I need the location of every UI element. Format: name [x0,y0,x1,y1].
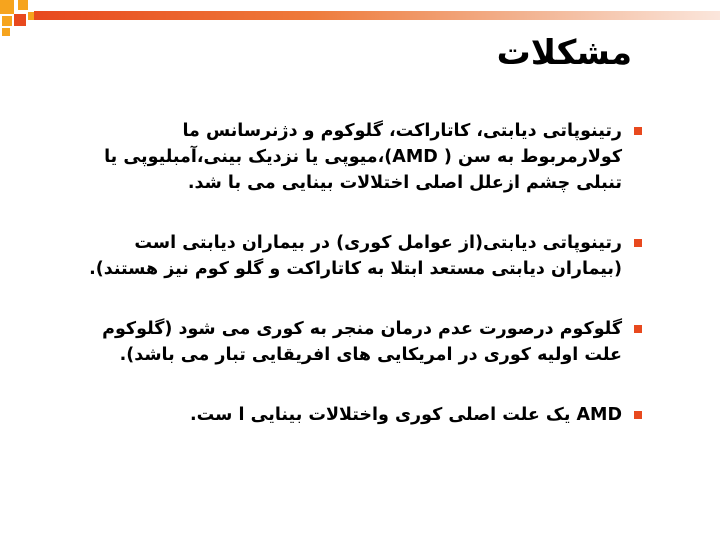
bullet-list [78,118,644,428]
decor-square [2,28,10,36]
decor-square [14,14,26,26]
bullet-text: رتینوپاتی دیابتی، کاتاراکت، گلوکوم و دژنرسانس ما کولارمربوط به سن ( AMD)،میوپی یا نزدیک بینی،آمبلیوپی یا تنبلی چشم ازعلل اصلی اختلالات بینایی می با شد. [104,121,622,193]
bullet-text: AMD یک علت اصلی کوری واختلالات بینایی ا ست. [190,405,622,425]
bullet-text: رتینوپاتی دیابتی(از عوامل کوری) در بیماران دیابتی است (بیماران دیابتی مستعد ابتلا به کاتاراکت و گلو کوم نیز هستند). [89,233,622,279]
bullet-item [78,230,644,282]
square-bullet-icon [634,127,642,135]
bullet-item [78,118,644,196]
decor-square [18,0,28,10]
bullet-item [78,402,644,428]
square-bullet-icon [634,239,642,247]
header-gradient-bar [34,11,720,20]
decor-square [2,16,12,26]
bullet-item [78,316,644,368]
square-bullet-icon [634,411,642,419]
bullet-text: گلوکوم درصورت عدم درمان منجر به کوری می شود (گلوکوم علت اولیه کوری در امریکایی های افریقایی تبار می باشد). [102,319,622,365]
square-bullet-icon [634,325,642,333]
decor-square [0,0,14,14]
slide-title: مشکلات [496,33,632,73]
